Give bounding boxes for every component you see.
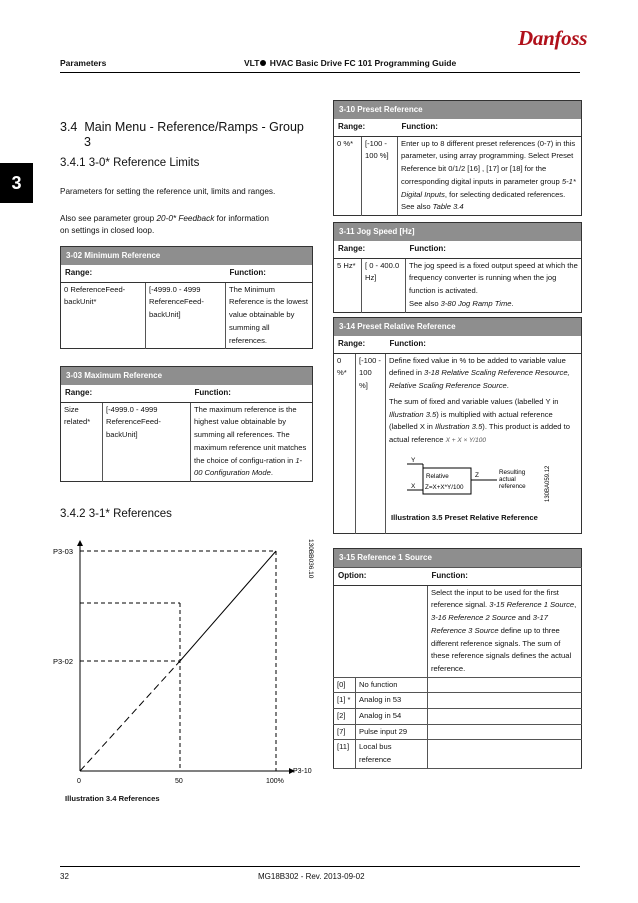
subsection-heading-references: 3.4.2 3-1* References (60, 508, 172, 520)
tick-100: 100% (266, 778, 284, 785)
header-rule (60, 72, 580, 73)
intro-text: Parameters for setting the reference unit, limits and ranges. (60, 187, 276, 196)
range-label: Range: (334, 241, 406, 258)
param-3-14-default: 0 %* (334, 353, 356, 534)
label-p3-10: P3-10 (293, 768, 312, 775)
param-3-10-default: 0 %* (334, 136, 362, 215)
bullet-icon (260, 60, 266, 66)
solid-reference-curve (180, 551, 276, 661)
diagram-out-line3: reference (499, 482, 526, 490)
option-cell (334, 693, 428, 709)
footer-rule (60, 866, 580, 867)
document-revision: MG18B302 - Rev. 2013-09-02 (258, 872, 365, 881)
diagram-y-label: Y (411, 456, 416, 464)
param-3-02-default: 0 ReferenceFeed-backUnit* (61, 282, 146, 349)
option-cell (334, 724, 428, 740)
diagram-out-line2: actual (499, 475, 516, 483)
option-label-text: Local bus reference (359, 742, 392, 765)
option-row (334, 724, 582, 740)
option-code: [1] * (334, 693, 356, 708)
illustration-3-5-caption: Illustration 3.5 Preset Relative Reference (391, 512, 538, 522)
option-code: [11] (334, 740, 356, 767)
param-3-15-table (333, 548, 582, 769)
diagram-box-line2: Z=X+X*Y/100 (425, 483, 464, 491)
page-number: 32 (60, 872, 69, 881)
option-cell (334, 709, 428, 725)
param-3-02-title: 3-02 Minimum Reference (61, 247, 313, 266)
option-code: [2] (334, 709, 356, 724)
illustration-3-4-caption: Illustration 3.4 References (65, 794, 160, 803)
function-label: Function: (406, 241, 582, 258)
param-3-14-title: 3-14 Preset Relative Reference (334, 318, 582, 337)
section-heading: 3.4 Main Menu - Reference/Ramps - Group 3 (60, 120, 304, 149)
option-row (334, 740, 582, 768)
option-row (334, 709, 582, 725)
function-label: Function: (386, 336, 582, 353)
param-3-14-function: Define fixed value in % to be added to variable value defined in 3-18 Relative Scaling Reference Resource, Relative Scaling Reference Source. The sum of fixed and variable values (labelled Y in Illustration 3.5) is multiplied with actual reference (labelled X in Illustration 3.5). This product is added to actual reference X + X × Y/100 Y X Relative Z=X+X*Y/100 Z Resulting actual reference 130BA059.12 Illustration 3.5 Preset Relative Reference (386, 353, 582, 534)
dashed-reference-curve (80, 661, 180, 771)
diagram-box-line1: Relative (426, 472, 449, 480)
param-3-03-range: [-4999.0 - 4999 ReferenceFeed-backUnit] (103, 402, 191, 481)
header-title: VLT HVAC Basic Drive FC 101 Programming Guide (244, 58, 457, 68)
param-3-03-function: The maximum reference is the highest value obtainable by summing all references. The maximum reference unit matches the choice of configu-ration in 1-00 Configuration Mode. (191, 402, 313, 481)
diagram-x-label: X (411, 482, 416, 490)
option-spacer (334, 585, 428, 677)
param-3-10-function: Enter up to 8 different preset references (0-7) in this parameter, using array programming. Select Preset Reference bit 0/1/2 [16] , [17] or [18] for the corresponding digital inputs in parameter group 5-1* Digital Inputs, for selecting dedicated references. See also Table 3.4 (398, 136, 582, 215)
label-p3-03: P3-03 (53, 547, 74, 556)
subsection-heading-limits: 3.4.1 3-0* Reference Limits (60, 157, 200, 169)
option-label: Option: (334, 568, 428, 586)
param-3-15-function: Select the input to be used for the first reference signal. 3-15 Reference 1 Source, 3-16 Reference 2 Source and 3-17 Reference 3 Source define up to three different reference signals. The sum of these reference signals defines the actual reference. (428, 585, 582, 677)
param-3-14-range: [-100 - 100 %] (356, 353, 386, 534)
param-3-03-default: Size related* (61, 402, 103, 481)
option-label-text: Analog in 54 (359, 711, 402, 721)
option-row (334, 677, 582, 693)
option-code: [7] (334, 725, 356, 740)
chapter-tab: 3 (0, 163, 33, 203)
param-3-02-function: The Minimum Reference is the lowest value obtainable by summing all references. (226, 282, 313, 349)
range-label: Range: (61, 385, 191, 402)
function-label: Function: (226, 265, 313, 282)
option-label-text: Analog in 53 (359, 695, 402, 705)
function-label: Function: (191, 385, 313, 402)
param-3-11-default: 5 Hz* (334, 258, 362, 312)
param-3-15-title: 3-15 Reference 1 Source (334, 549, 582, 568)
diagram-code: 130BA059.12 (545, 465, 551, 502)
illustration-code: 130BB036.10 (307, 539, 314, 579)
range-label: Range: (334, 119, 398, 136)
option-cell (334, 677, 428, 693)
tick-50: 50 (175, 778, 183, 785)
option-label-text: Pulse input 29 (359, 726, 408, 736)
range-label: Range: (334, 336, 386, 353)
function-label: Function: (398, 119, 582, 136)
formula: X + X × Y/100 (445, 436, 486, 444)
param-3-11-table (333, 222, 582, 313)
param-3-11-title: 3-11 Jog Speed [Hz] (334, 223, 582, 242)
param-3-02-range: [-4999.0 - 4999 ReferenceFeed-backUnit] (146, 282, 226, 349)
label-p3-02: P3-02 (53, 657, 74, 666)
diagram-out-line1: Resulting (499, 468, 526, 476)
function-label: Function: (428, 568, 582, 586)
option-code: [0] (334, 678, 356, 693)
range-label: Range: (61, 265, 226, 282)
also-see-text: Also see parameter group 20-0* Feedback for information on settings in closed loop. (60, 214, 269, 235)
relative-reference-diagram (389, 452, 559, 508)
param-3-11-function: The jog speed is a fixed output speed at which the frequency converter is running when the jog function is activated. See also 3-80 Jog Ramp Time. (406, 258, 582, 312)
param-3-14-table (333, 317, 582, 534)
header-section: Parameters (60, 58, 107, 68)
tick-0: 0 (77, 778, 81, 785)
diagram-z-label: Z (475, 471, 479, 479)
param-3-10-table (333, 100, 582, 216)
param-3-03-table (60, 366, 313, 482)
param-3-02-table (60, 246, 313, 349)
param-3-11-range: [ 0 - 400.0 Hz] (362, 258, 406, 312)
option-label-text: No function (359, 679, 398, 689)
option-cell (334, 740, 428, 768)
param-3-10-title: 3-10 Preset Reference (334, 101, 582, 120)
danfoss-logo: Danfoss (518, 26, 588, 50)
param-3-03-title: 3-03 Maximum Reference (61, 367, 313, 386)
option-row (334, 693, 582, 709)
references-illustration (50, 533, 320, 795)
param-3-10-range: [-100 - 100 %] (362, 136, 398, 215)
